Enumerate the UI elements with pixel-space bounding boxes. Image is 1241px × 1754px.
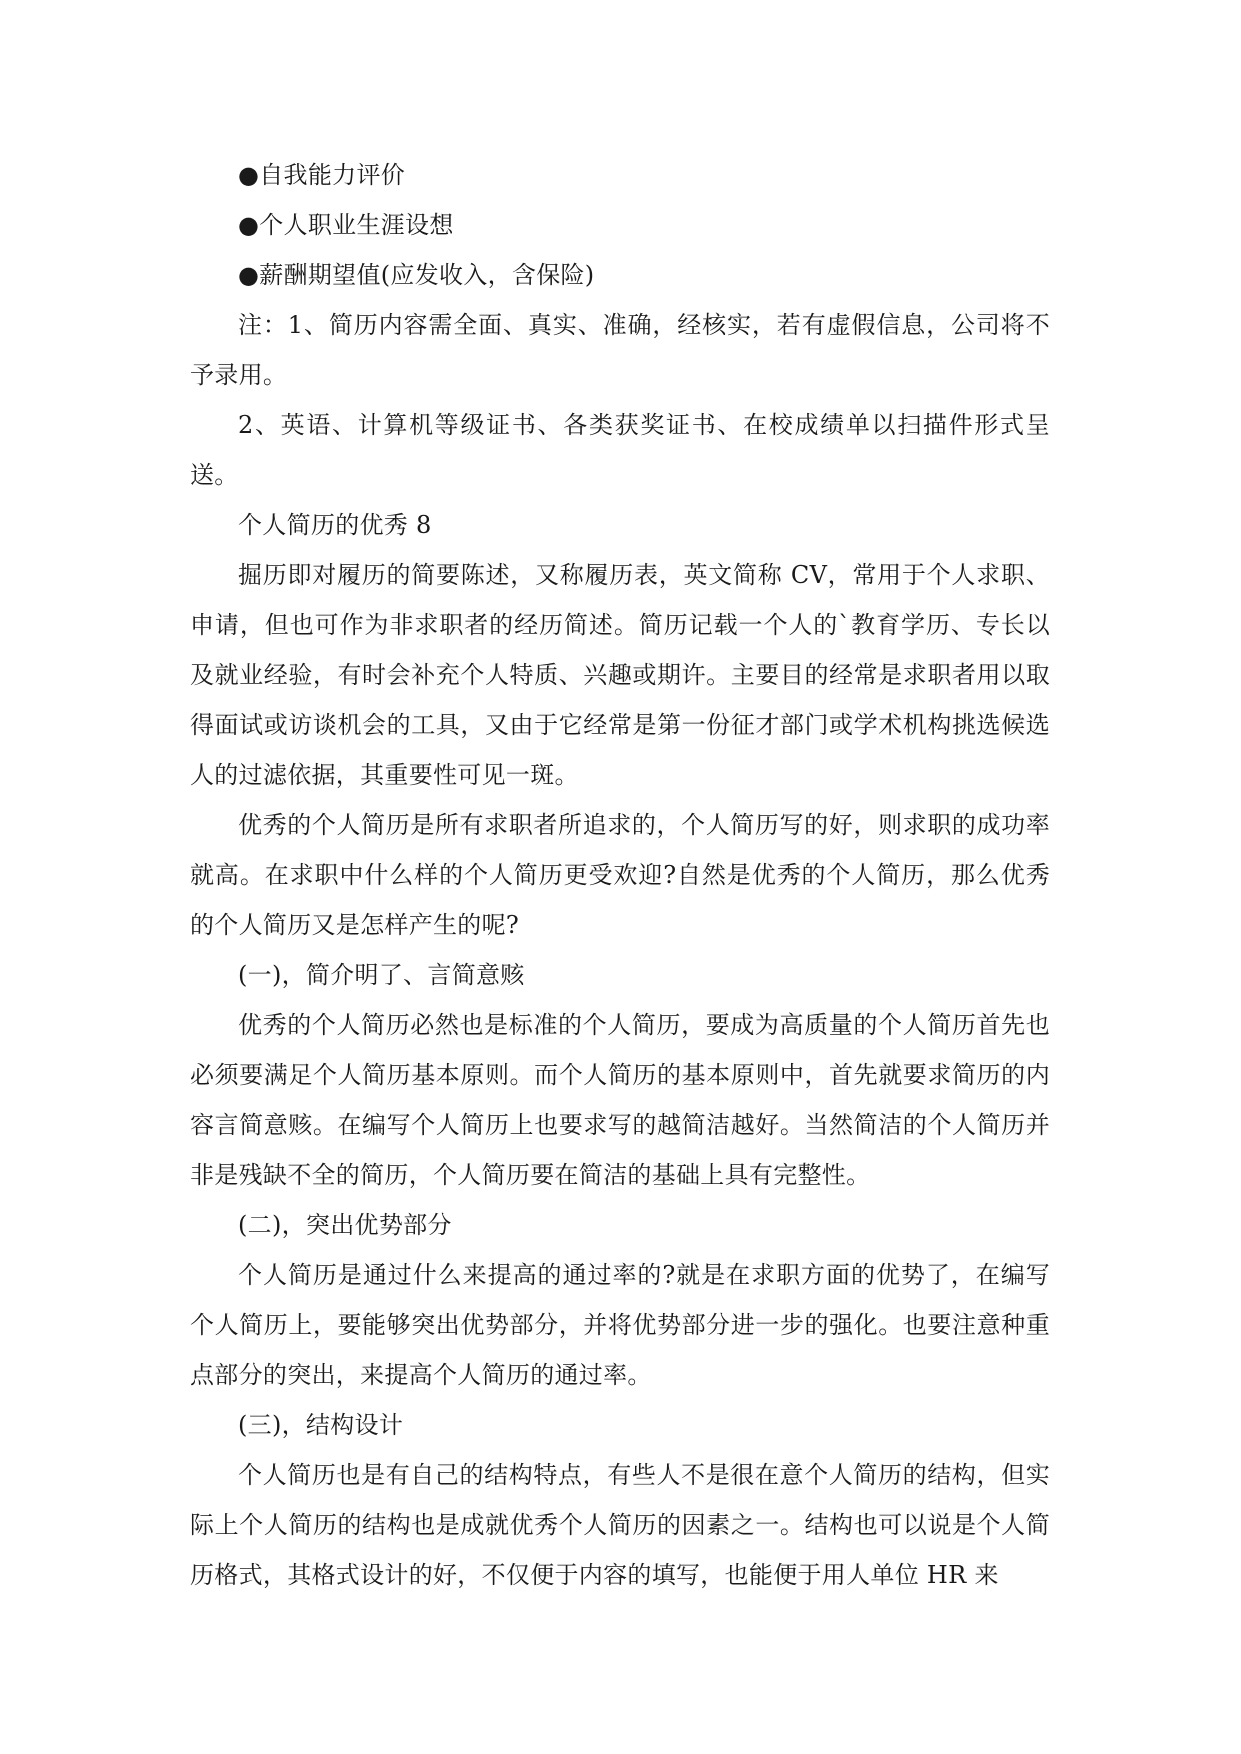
bullet-salary-expectation: ●薪酬期望值(应发收入，含保险) [238, 261, 595, 289]
body-paragraph-advantages: 个人简历是通过什么来提高的通过率的?就是在求职方面的优势了，在编写个人简历上，要能够突出优势部分，并将优势部分进一步的强化。也要注意种重点部分的突出，来提高个人简历的通过率。 [190, 1261, 1050, 1389]
bullet-self-evaluation: ●自我能力评价 [238, 161, 406, 189]
document-body [190, 150, 1050, 1600]
subheading-1: (一)，简介明了、言简意赅 [238, 961, 525, 989]
section-heading: 个人简历的优秀 8 [238, 511, 432, 539]
subheading-2: (二)，突出优势部分 [238, 1211, 452, 1239]
body-paragraph-concise: 优秀的个人简历必然也是标准的个人简历，要成为高质量的个人简历首先也必须要满足个人简历基本原则。而个人简历的基本原则中，首先就要求简历的内容言简意赅。在编写个人简历上也要求写的越简洁越好。当然简洁的个人简历并非是残缺不全的简历，个人简历要在简洁的基础上具有完整性。 [190, 1011, 1050, 1189]
body-paragraph-structure: 个人简历也是有自己的结构特点，有些人不是很在意个人简历的结构，但实际上个人简历的结构也是成就优秀个人简历的因素之一。结构也可以说是个人简历格式，其格式设计的好，不仅便于内容的填写，也能便于用人单位 HR 来 [190, 1461, 1050, 1589]
subheading-3: (三)，结构设计 [238, 1411, 404, 1439]
note-paragraph-2: 2、英语、计算机等级证书、各类获奖证书、在校成绩单以扫描件形式呈送。 [190, 411, 1050, 489]
note-paragraph-1: 注：1、简历内容需全面、真实、准确，经核实，若有虚假信息，公司将不予录用。 [190, 311, 1050, 389]
body-paragraph-intro: 优秀的个人简历是所有求职者所追求的，个人简历写的好，则求职的成功率就高。在求职中什么样的个人简历更受欢迎?自然是优秀的个人简历，那么优秀的个人简历又是怎样产生的呢? [190, 811, 1050, 939]
bullet-career-plan: ●个人职业生涯设想 [238, 211, 454, 239]
body-paragraph-definition: 掘历即对履历的简要陈述，又称履历表，英文简称 CV，常用于个人求职、申请，但也可作为非求职者的经历简述。简历记载一个人的`教育学历、专长以及就业经验，有时会补充个人特质、兴趣或期许。主要目的经常是求职者用以取得面试或访谈机会的工具，又由于它经常是第一份征才部门或学术机构挑选候选人的过滤依据，其重要性可见一斑。 [190, 561, 1050, 789]
